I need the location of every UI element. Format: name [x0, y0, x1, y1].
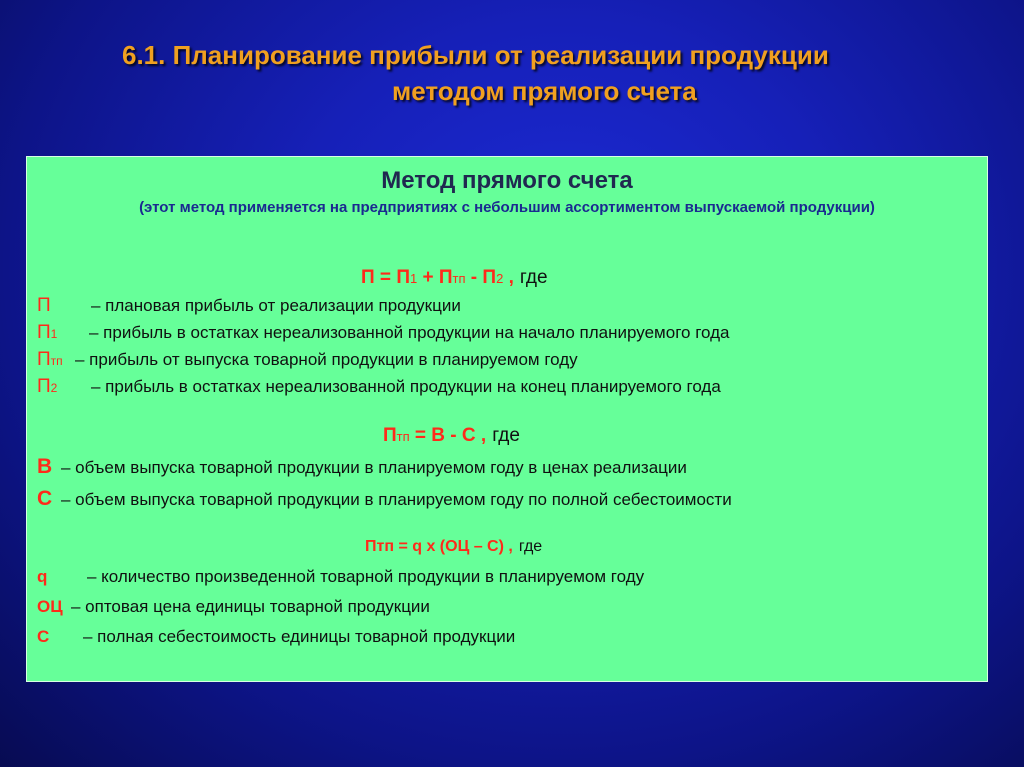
slide-title-line-2: методом прямого счета: [392, 76, 697, 106]
definition-subscript: тп: [50, 354, 63, 368]
formula-subscript: тп: [452, 271, 466, 286]
definition-row: [37, 455, 687, 479]
formula-symbol: П: [482, 267, 497, 288]
definition-subscript: 1: [50, 327, 58, 341]
formula-symbol: П: [361, 267, 375, 288]
formula-comma: ,: [503, 267, 514, 288]
formula-expression: Птп = q х (ОЦ – С) ,: [365, 538, 513, 555]
definition-symbol: В: [37, 455, 53, 478]
formula-where: где: [518, 538, 543, 555]
definition-row: [37, 295, 461, 317]
definition-row: [37, 487, 732, 511]
formula-where: где: [492, 425, 520, 446]
definition-text: – прибыль от выпуска товарной продукции в планируемом году: [75, 350, 578, 369]
panel-heading: Метод прямого счета: [381, 167, 633, 194]
definition-text: – объем выпуска товарной продукции в планируемом году по полной себестоимости: [61, 490, 732, 509]
content-panel: [26, 156, 988, 682]
definition-row: [37, 627, 515, 647]
formula-subscript: 1: [409, 271, 418, 286]
formula-operator: =: [374, 267, 397, 288]
definition-symbol: П: [37, 376, 51, 397]
formula-where: где: [519, 267, 548, 288]
definition-text: – плановая прибыль от реализации продукции: [91, 296, 461, 315]
definition-text: – прибыль в остатках нереализованной продукции на конец планируемого года: [91, 377, 721, 396]
formula-commodity-profit-detail: [365, 538, 542, 556]
slide-title-line-1: 6.1. Планирование прибыли от реализации продукции: [122, 40, 829, 70]
definition-symbol: q: [37, 567, 48, 586]
definition-text: – объем выпуска товарной продукции в планируемом году в ценах реализации: [61, 458, 687, 477]
definition-symbol: С: [37, 487, 53, 510]
definition-subscript: 2: [50, 381, 58, 395]
formula-operator: -: [465, 267, 483, 288]
definition-text: – количество произведенной товарной продукции в планируемом году: [87, 567, 645, 586]
definition-symbol: С: [37, 627, 50, 646]
formula-symbol: П: [396, 267, 410, 288]
definition-symbol: П: [37, 295, 51, 316]
definition-row: [37, 322, 729, 344]
formula-subscript: тп: [396, 429, 410, 444]
formula-symbol: П: [383, 425, 397, 446]
definition-row: [37, 567, 644, 587]
definition-text: – прибыль в остатках нереализованной продукции на начало планируемого года: [89, 323, 730, 342]
definition-symbol: ОЦ: [37, 597, 63, 616]
panel-subtitle: (этот метод применяется на предприятиях с небольшим ассортиментом выпускаемой продукции): [139, 199, 875, 216]
definition-symbol: П: [37, 322, 51, 343]
definition-row: [37, 597, 430, 617]
formula-operator: +: [417, 267, 439, 288]
definition-row: [37, 349, 578, 371]
definition-text: – оптовая цена единицы товарной продукции: [71, 597, 430, 616]
formula-symbol: П: [438, 267, 453, 288]
definition-row: [37, 376, 721, 398]
formula-profit: [361, 267, 548, 289]
formula-commodity-profit: [383, 425, 520, 447]
formula-expression: = В - С ,: [409, 425, 487, 446]
formula-subscript: 2: [496, 271, 504, 286]
definition-text: – полная себестоимость единицы товарной продукции: [83, 627, 516, 646]
definition-symbol: П: [37, 349, 51, 370]
